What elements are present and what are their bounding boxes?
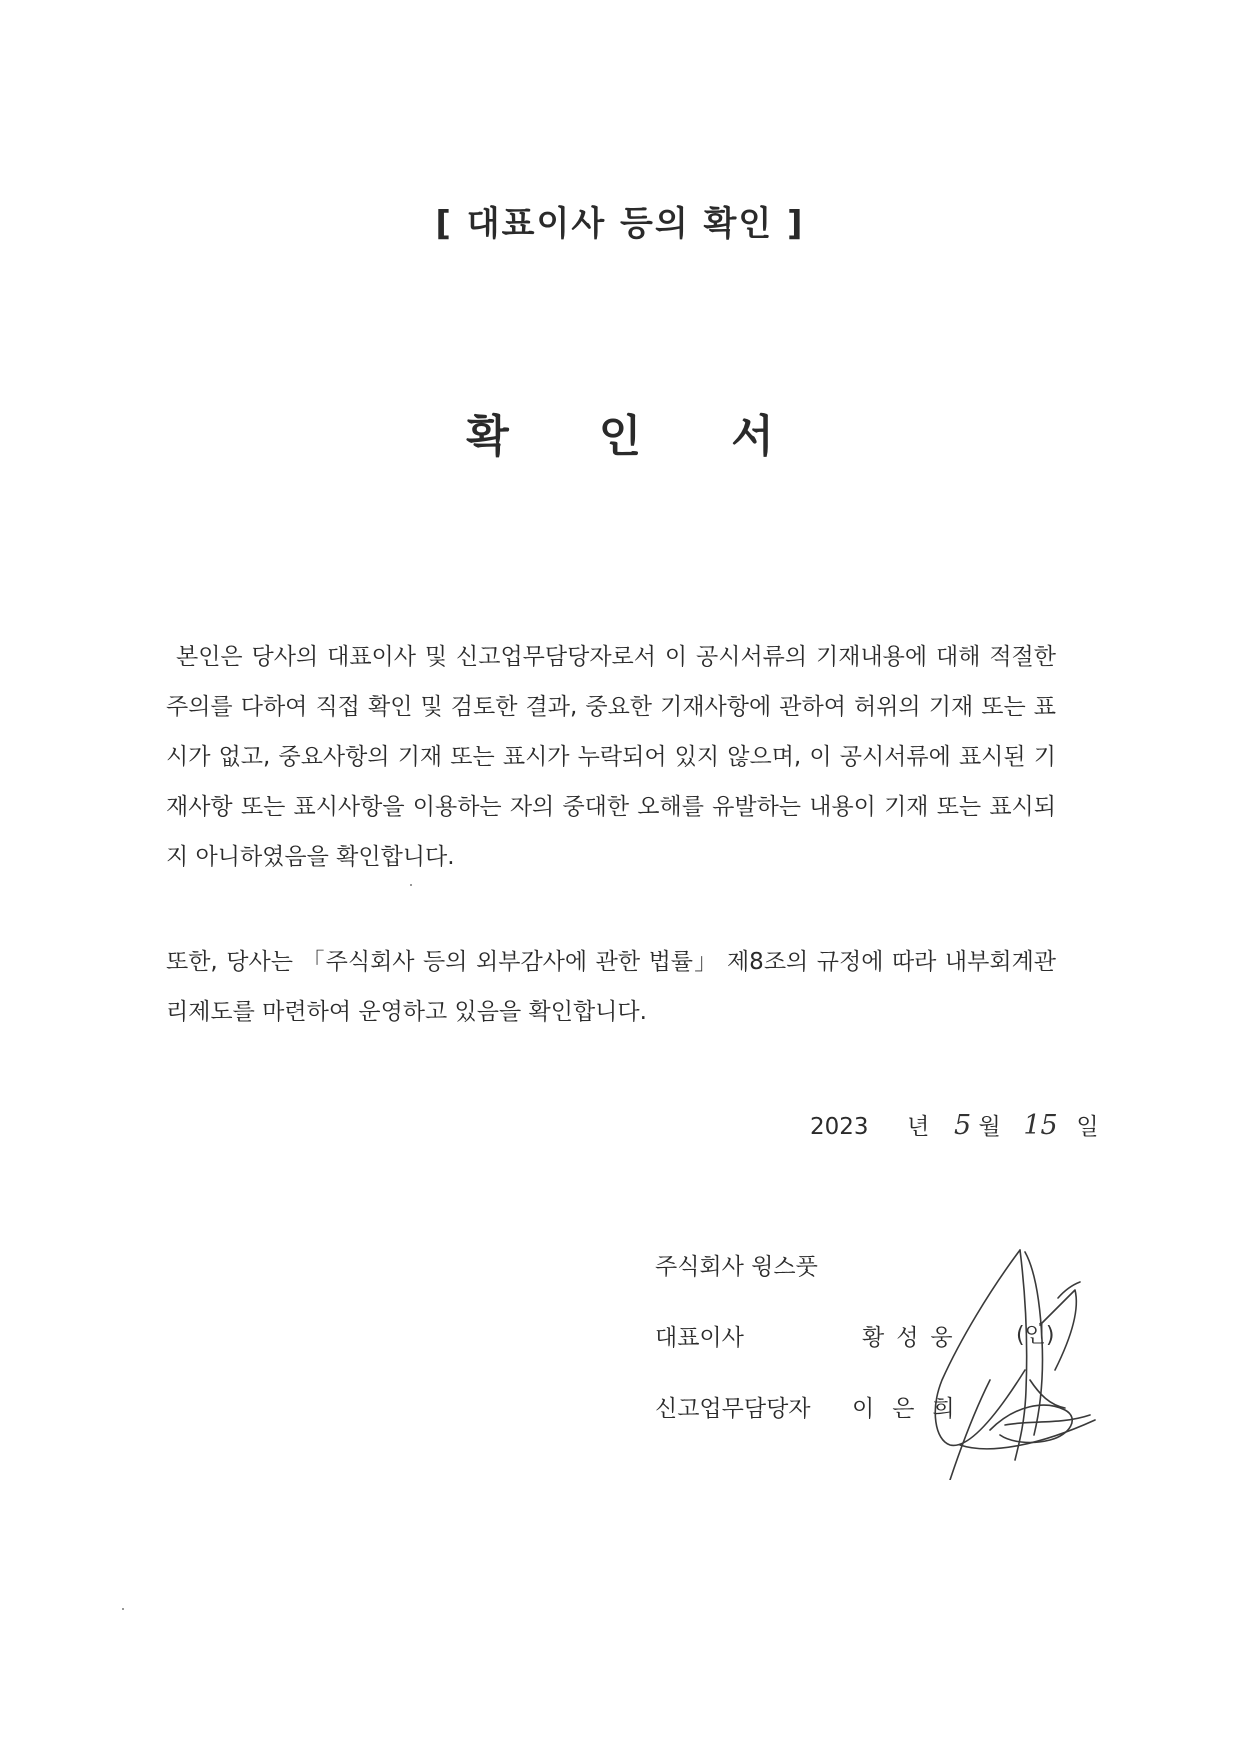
date-day-handwritten: 15 [1023, 1110, 1058, 1141]
scan-speck [122, 1608, 124, 1610]
confirmation-paragraph: 본인은 당사의 대표이사 및 신고업무담당자로서 이 공시서류의 기재내용에 대해 적절한 주의를 다하여 직접 확인 및 검토한 결과, 중요한 기재사항에 관하여 허위의 기재 또는 표시가 없고, 중요사항의 기재 또는 표시가 누락되어 있지 않으며, 이 공시서류에 표시된 기재사항 또는 표시사항을 이용하는 자의 중대한 오해를 유발하는 내용이 기재 또는 표시되지 아니하였음을 확인합니다. [166, 644, 1056, 870]
date-month-unit: 월 [978, 1114, 1001, 1140]
seal-mark: (인) [1016, 1323, 1055, 1348]
handwritten-signature [930, 1230, 1100, 1480]
signing-date [810, 1108, 1099, 1141]
ceo-title: 대표이사 [655, 1325, 744, 1351]
company-name: 주식회사 윙스풋 [655, 1254, 818, 1280]
date-month-handwritten: 5 [954, 1110, 972, 1141]
section-title: [ 대표이사 등의 확인 ] [435, 204, 805, 244]
scan-speck [410, 884, 412, 886]
officer-title: 신고업무담당자 [655, 1396, 811, 1422]
date-day-unit: 일 [1076, 1114, 1099, 1140]
ceo-name: 황성웅 [862, 1325, 965, 1351]
officer-name: 이은희 [852, 1396, 973, 1422]
document-title: 확인서 [466, 411, 864, 462]
date-year: 2023 [810, 1114, 869, 1140]
date-year-unit: 년 [907, 1114, 930, 1140]
internal-control-paragraph: 또한, 당사는 「주식회사 등의 외부감사에 관한 법률」 제8조의 규정에 따라 내부회계관리제도를 마련하여 운영하고 있음을 확인합니다. [166, 949, 1056, 1025]
